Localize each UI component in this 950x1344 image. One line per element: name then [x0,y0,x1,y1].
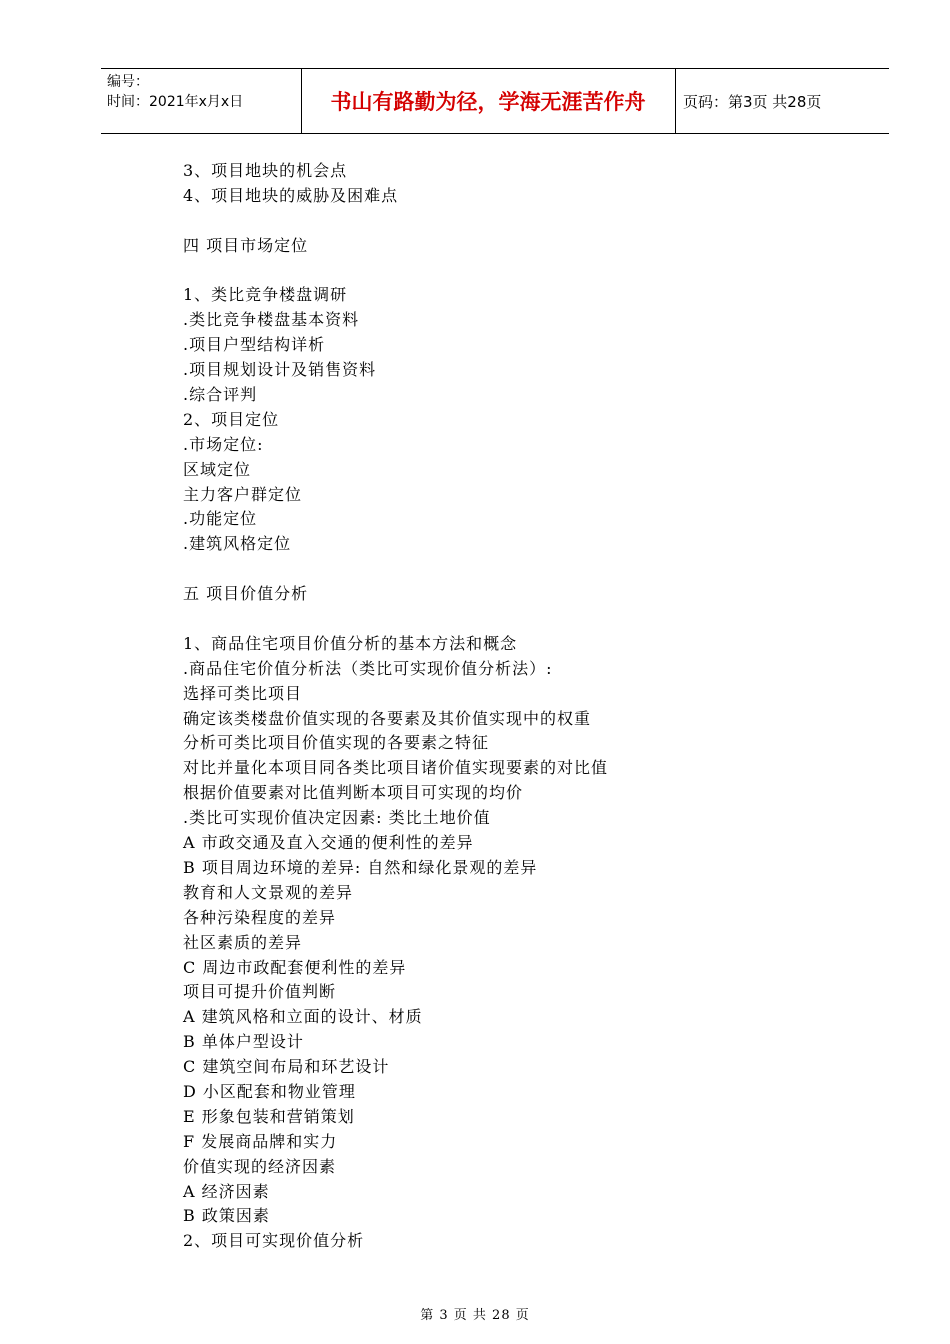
text-line: .类比竞争楼盘基本资料 [183,310,360,330]
text-line: .建筑风格定位 [183,534,292,554]
text-line: F 发展商品牌和实力 [183,1131,338,1151]
blank-line [183,209,608,234]
text-line: 项目可提升价值判断 [183,982,337,1002]
text-line: C 周边市政配套便利性的差异 [183,957,407,977]
date-label: 时间：2021年x月x日 [107,94,244,110]
text-line: 价值实现的经济因素 [183,1156,337,1176]
header-slogan: 书山有路勤为径，学海无涯苦作舟 [330,89,646,114]
text-line: D 小区配套和物业管理 [183,1081,356,1101]
blank-line [183,607,608,632]
text-line: .商品住宅价值分析法（类比可实现价值分析法）: [183,658,553,678]
blank-line [183,557,608,582]
page-header [101,68,889,134]
text-line: A 建筑风格和立面的设计、材质 [183,1007,423,1027]
header-page-info: 页码：第3页 共28页 [683,92,822,111]
text-line: 1、商品住宅项目价值分析的基本方法和概念 [183,633,518,653]
blank-line [183,259,608,284]
text-line: 对比并量化本项目同各类比项目诸价值实现要素的对比值 [183,758,609,778]
text-line: E 形象包装和营销策划 [183,1106,355,1126]
document-body [183,159,608,1254]
text-line: 五 项目价值分析 [183,584,309,604]
text-line: 确定该类楼盘价值实现的各要素及其价值实现中的权重 [183,708,592,728]
text-line: 分析可类比项目价值实现的各要素之特征 [183,733,490,753]
text-line: 2、项目定位 [183,409,280,429]
text-line: 根据价值要素对比值判断本项目可实现的均价 [183,783,524,803]
text-line: .功能定位 [183,509,258,529]
serial-number-label: 编号： [107,74,149,90]
text-line: B 项目周边环境的差异: 自然和绿化景观的差异 [183,857,538,877]
text-line: 各种污染程度的差异 [183,907,337,927]
text-line: C 建筑空间布局和环艺设计 [183,1057,390,1077]
text-line: 主力客户群定位 [183,484,303,504]
text-line: .市场定位: [183,434,264,454]
text-line: .项目户型结构详析 [183,335,326,355]
text-line: A 经济因素 [183,1181,270,1201]
text-line: .项目规划设计及销售资料 [183,360,377,380]
text-line: B 单体户型设计 [183,1032,304,1052]
text-line: 社区素质的差异 [183,932,303,952]
text-line: .综合评判 [183,385,258,405]
text-line: 选择可类比项目 [183,683,303,703]
text-line: .类比可实现价值决定因素: 类比土地价值 [183,808,491,828]
page-footer: 第 3 页 共 28 页 [420,1308,530,1323]
text-line: 1、类比竞争楼盘调研 [183,285,348,305]
text-line: A 市政交通及直入交通的便利性的差异 [183,833,474,853]
text-line: B 政策因素 [183,1206,270,1226]
text-line: 四 项目市场定位 [183,235,309,255]
text-line: 4、项目地块的威胁及困难点 [183,185,399,205]
header-meta [107,72,243,112]
text-line: 区域定位 [183,459,252,479]
header-divider-right [675,69,676,133]
text-line: 3、项目地块的机会点 [183,161,348,180]
text-line: 教育和人文景观的差异 [183,882,354,902]
text-line: 2、项目可实现价值分析 [183,1231,365,1251]
